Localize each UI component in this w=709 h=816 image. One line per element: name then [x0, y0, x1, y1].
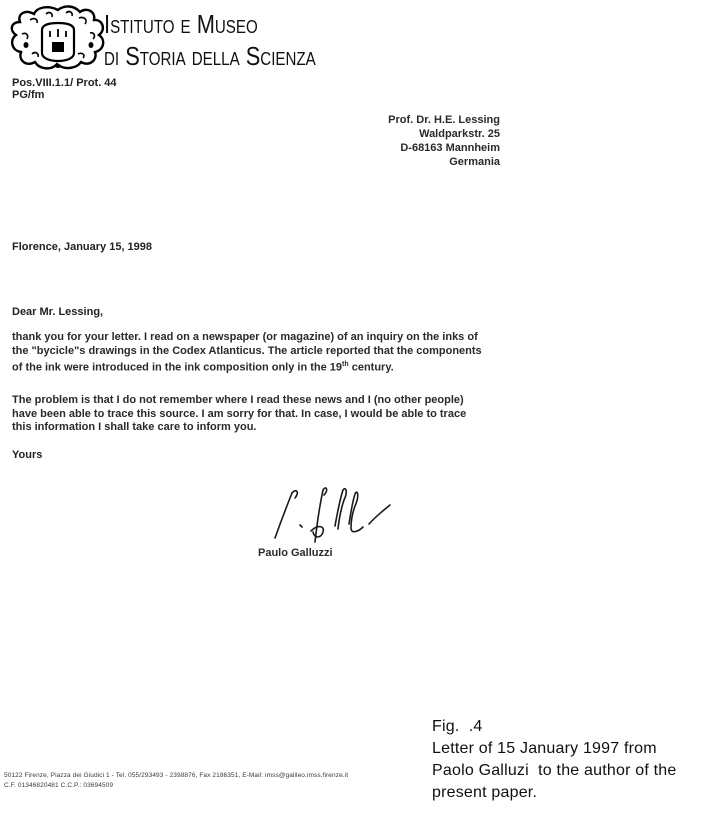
signatory-name: Paulo Galluzzi [258, 547, 333, 559]
protocol-line: Pos.VIII.1.1/ Prot. 44 [12, 77, 117, 89]
paragraph1-line1: thank you for your letter. I read on a newspaper (or magazine) of an inquiry on the inks of [12, 331, 478, 343]
institute-coat-of-arms-icon [8, 4, 108, 72]
institute-name-line1: Istituto e Museo [104, 9, 258, 39]
body-paragraph-1 [12, 331, 517, 375]
closing-word: Yours [12, 449, 43, 461]
date-line: Florence, January 15, 1998 [12, 241, 153, 253]
paragraph2-line1: The problem is that I do not remember where I read these news and I (no other people) [12, 394, 464, 406]
footer-address-line: 50122 Firenze, Piazza dei Giudici 1 - Tel. 055/293493 - 2398876, Fax 2186351, E-Mail: imss@galileo.imss.firenze.it [4, 772, 349, 779]
caption-line3: Paolo Galluzi to the author of the [432, 762, 677, 779]
institute-masthead [104, 8, 316, 72]
recipient-address [280, 113, 500, 169]
letterhead-footer [4, 771, 434, 791]
body-paragraph-2 [12, 394, 517, 435]
initials-line: PG/fm [12, 89, 45, 101]
paragraph2-line3: this information I shall take care to inform you. [12, 421, 257, 433]
caption-line4: present paper. [432, 784, 538, 801]
recipient-city: D-68163 Mannheim [400, 142, 500, 154]
caption-line2: Letter of 15 January 1997 from [432, 740, 657, 757]
caption-figure-number: Fig. .4 [432, 718, 483, 735]
salutation: Dear Mr. Lessing, [12, 306, 104, 318]
recipient-name: Prof. Dr. H.E. Lessing [388, 114, 500, 126]
paragraph1-line3 [12, 358, 517, 375]
paragraph1-line3-text: of the ink were introduced in the ink composition only in the 19 [12, 361, 343, 374]
protocol-reference [12, 77, 117, 101]
ordinal-superscript: th [342, 361, 349, 368]
footer-fiscal-line: C.F. 01346820481 C.C.P.: 03694509 [4, 782, 114, 789]
handwritten-signature [263, 484, 395, 544]
paragraph1-line3-end: century. [348, 361, 394, 374]
paragraph1-line2: the "bycicle"s drawings in the Codex Atlanticus. The article reported that the components [12, 344, 482, 357]
recipient-country: Germania [449, 156, 500, 168]
institute-name-line2: di Storia della Scienza [104, 41, 316, 71]
paragraph2-line2: have been able to trace this source. I am sorry for that. In case, I would be able to trace [12, 407, 467, 420]
recipient-street: Waldparkstr. 25 [419, 128, 500, 140]
figure-caption [432, 716, 707, 804]
